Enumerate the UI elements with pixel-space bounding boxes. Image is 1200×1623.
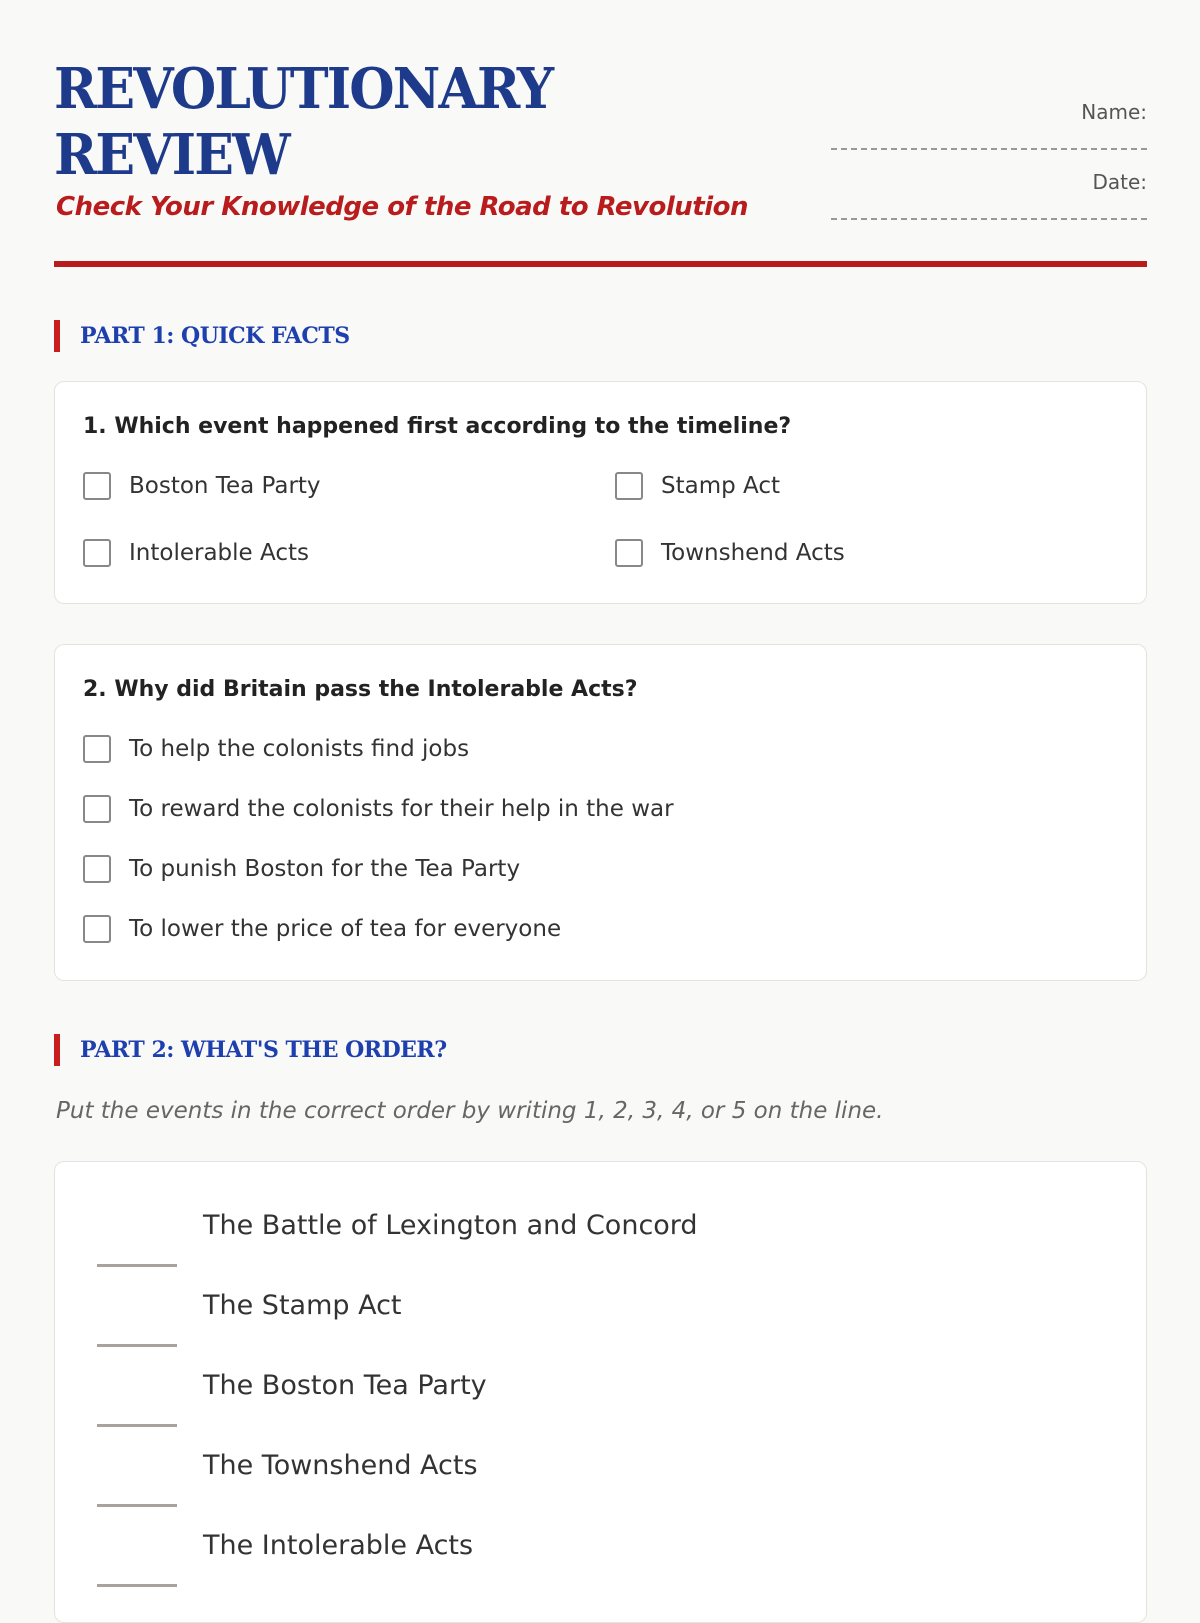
name-field[interactable] — [831, 128, 1147, 150]
date-label: Date: — [1092, 170, 1147, 194]
option-label: To lower the price of tea for everyone — [129, 916, 562, 942]
option-label: Townshend Acts — [661, 540, 845, 566]
option-checkbox[interactable] — [83, 795, 674, 823]
title-line-2: REVIEW — [54, 122, 289, 188]
option-checkbox[interactable] — [83, 915, 561, 943]
name-label: Name: — [1081, 100, 1147, 124]
order-blank[interactable] — [97, 1424, 177, 1427]
option-label: To reward the colonists for their help in the war — [129, 796, 674, 822]
order-item-label: The Townshend Acts — [203, 1450, 478, 1481]
checkbox-icon[interactable] — [615, 472, 643, 500]
order-blank[interactable] — [97, 1264, 177, 1267]
option-checkbox[interactable] — [615, 539, 845, 567]
option-label: Stamp Act — [661, 473, 781, 499]
option-label: Intolerable Acts — [129, 540, 309, 566]
question-card-2 — [54, 644, 1147, 981]
page-title — [54, 56, 552, 188]
subtitle: Check Your Knowledge of the Road to Revolution — [56, 192, 748, 222]
part1-heading: PART 1: QUICK FACTS — [54, 320, 350, 352]
option-checkbox[interactable] — [615, 472, 780, 500]
order-item-label: The Boston Tea Party — [203, 1370, 487, 1401]
order-item — [97, 1450, 897, 1510]
date-field[interactable] — [831, 198, 1147, 220]
part2-heading: PART 2: WHAT'S THE ORDER? — [54, 1034, 447, 1066]
order-item — [97, 1370, 897, 1430]
checkbox-icon[interactable] — [83, 539, 111, 567]
checkbox-icon[interactable] — [83, 855, 111, 883]
question-card-1 — [54, 381, 1147, 604]
option-label: To help the colonists find jobs — [129, 736, 470, 762]
checkbox-icon[interactable] — [83, 472, 111, 500]
order-item — [97, 1210, 897, 1270]
order-blank[interactable] — [97, 1584, 177, 1587]
header-divider — [54, 261, 1147, 267]
order-item-label: The Battle of Lexington and Concord — [203, 1210, 698, 1241]
instructions: Put the events in the correct order by writing 1, 2, 3, 4, or 5 on the line. — [56, 1098, 884, 1124]
checkbox-icon[interactable] — [83, 795, 111, 823]
option-checkbox[interactable] — [83, 472, 321, 500]
option-checkbox[interactable] — [83, 539, 309, 567]
checkbox-icon[interactable] — [83, 915, 111, 943]
ordering-card — [54, 1161, 1147, 1623]
option-label: Boston Tea Party — [129, 473, 321, 499]
question-text: 1. Which event happened first according to the timeline? — [83, 414, 792, 439]
checkbox-icon[interactable] — [615, 539, 643, 567]
title-line-1: REVOLUTIONARY — [54, 56, 553, 122]
option-checkbox[interactable] — [83, 855, 520, 883]
option-checkbox[interactable] — [83, 735, 469, 763]
order-item-label: The Intolerable Acts — [203, 1530, 474, 1561]
order-item — [97, 1290, 897, 1350]
order-item-label: The Stamp Act — [203, 1290, 402, 1321]
order-blank[interactable] — [97, 1344, 177, 1347]
order-blank[interactable] — [97, 1504, 177, 1507]
question-text: 2. Why did Britain pass the Intolerable Acts? — [83, 677, 638, 702]
checkbox-icon[interactable] — [83, 735, 111, 763]
order-item — [97, 1530, 897, 1590]
student-info — [831, 100, 1147, 240]
option-label: To punish Boston for the Tea Party — [129, 856, 521, 882]
